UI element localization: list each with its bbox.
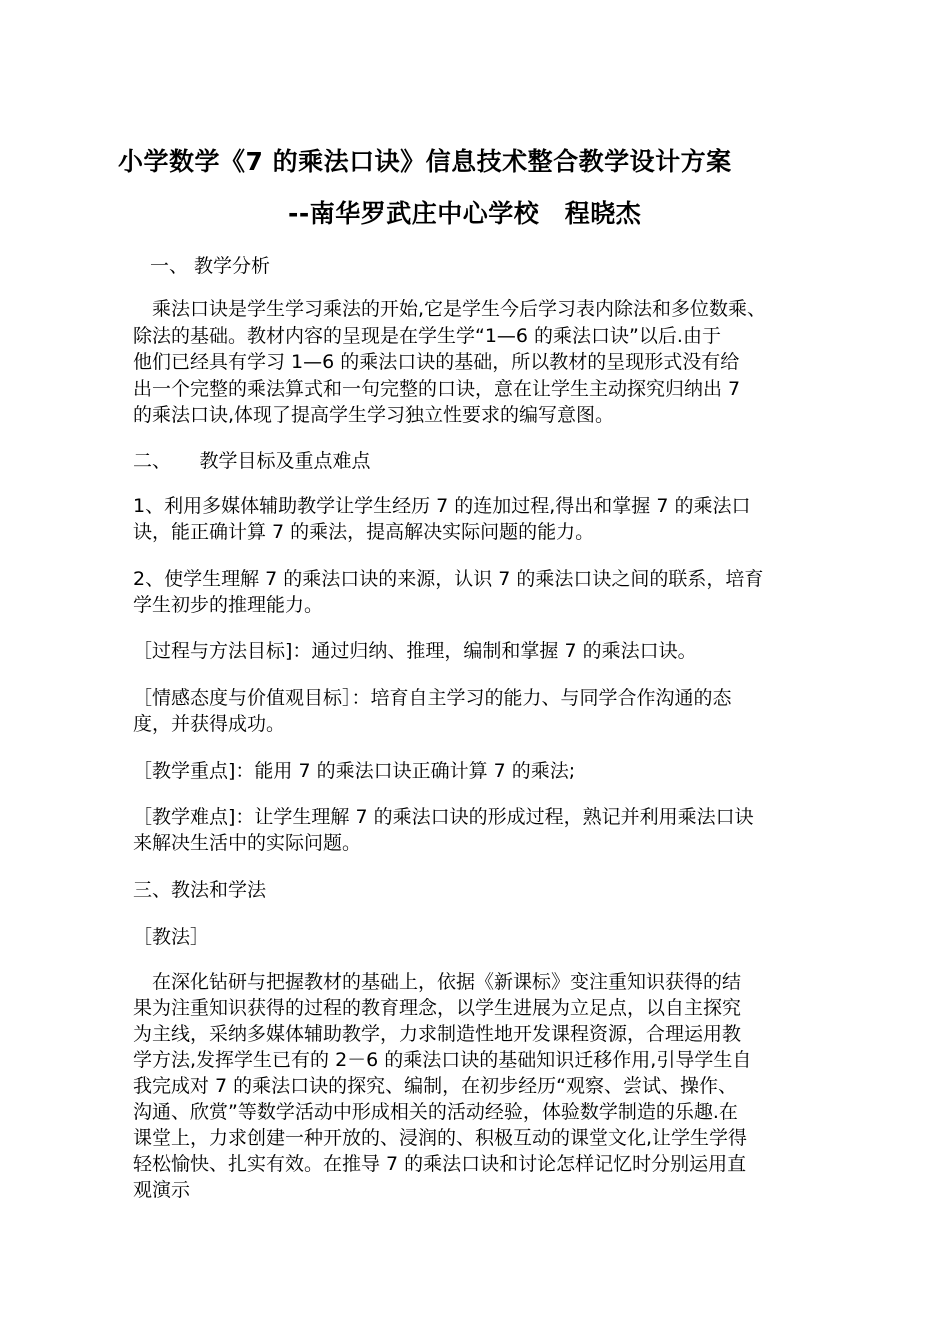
paragraph-line: 学方法,发挥学生已有的 2－6 的乘法口诀的基础知识迁移作用,引导学生自 (133, 1049, 752, 1071)
paragraph-line: 轻松愉快、扎实有效。在推导 7 的乘法口诀和讨论怎样记忆时分别运用直 (133, 1153, 747, 1175)
document-author: --南华罗武庄中心学校 程晓杰 (288, 199, 642, 228)
paragraph-line: 观演示 (133, 1179, 191, 1201)
paragraph-line: 果为注重知识获得的过程的教育理念，以学生进展为立足点，以自主探究 (133, 997, 742, 1019)
paragraph-line: 沟通、欣赏”等数学活动中形成相关的活动经验，体验数学制造的乐趣.在 (133, 1101, 738, 1123)
section-heading-2: 二、 教学目标及重点难点 (133, 450, 371, 472)
paragraph-line: 他们已经具有学习 1—6 的乘法口诀的基础，所以教材的呈现形式没有给 (133, 351, 740, 373)
paragraph-line: 课堂上，力求创建一种开放的、浸润的、积极互动的课堂文化,让学生学得 (133, 1127, 748, 1149)
document-title: 小学数学《7 的乘法口诀》信息技术整合教学设计方案 (118, 147, 732, 176)
emotion-goal-line: 度，并获得成功。 (133, 713, 286, 735)
section-heading-3: 三、教法和学法 (133, 879, 267, 901)
teaching-key-point: ［教学重点]：能用 7 的乘法口诀正确计算 7 的乘法; (133, 760, 576, 782)
subheading-teaching-method: ［教法］ (133, 926, 210, 948)
section-heading-1: 一、 教学分析 (150, 255, 271, 277)
paragraph-line: 除法的基础。教材内容的呈现是在学生学“1—6 的乘法口诀”以后.由于 (133, 325, 721, 347)
process-method-goal: ［过程与方法目标]：通过归纳、推理，编制和掌握 7 的乘法口诀。 (133, 640, 697, 662)
paragraph-line: 的乘法口诀,体现了提高学生学习独立性要求的编写意图。 (133, 404, 615, 426)
paragraph-line: 在深化钻研与把握教材的基础上，依据《新课标》变注重知识获得的结 (133, 971, 742, 993)
goal-1-line: 1、利用多媒体辅助教学让学生经历 7 的连加过程,得出和掌握 7 的乘法口 (133, 495, 751, 517)
emotion-goal-line: ［情感态度与价值观目标］：培育自主学习的能力、与同学合作沟通的态 (133, 687, 732, 709)
paragraph-line: 为主线，采纳多媒体辅助教学，力求制造性地开发课程资源，合理运用教 (133, 1023, 742, 1045)
paragraph-line: 我完成对 7 的乘法口诀的探究、编制，在初步经历“观察、尝试、操作、 (133, 1075, 738, 1097)
teaching-difficulty-line: ［教学难点]：让学生理解 7 的乘法口诀的形成过程，熟记并利用乘法口诀 (133, 806, 754, 828)
paragraph-line: 出一个完整的乘法算式和一句完整的口诀，意在让学生主动探究归纳出 7 (133, 378, 741, 400)
goal-2-line: 2、使学生理解 7 的乘法口诀的来源，认识 7 的乘法口诀之间的联系，培育 (133, 568, 764, 590)
paragraph-line: 乘法口诀是学生学习乘法的开始,它是学生今后学习表内除法和多位数乘、 (133, 298, 767, 320)
teaching-difficulty-line: 来解决生活中的实际问题。 (133, 832, 362, 854)
goal-2-line: 学生初步的推理能力。 (133, 594, 324, 616)
goal-1-line: 诀，能正确计算 7 的乘法，提高解决实际问题的能力。 (133, 521, 595, 543)
